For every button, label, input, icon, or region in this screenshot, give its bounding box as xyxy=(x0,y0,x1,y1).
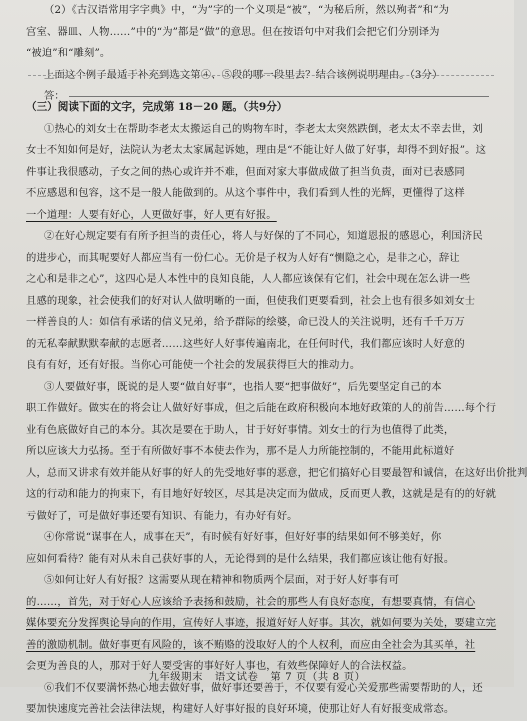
passage-line: 所以应该大力弘扬。至于有所做好事不本使去作为，那不是人力所能控制的，不能用此标道好 xyxy=(26,445,455,457)
passage-line-underlined: 一个道理：人要有好心，人更做好事，好人更有好报。 xyxy=(26,208,277,221)
passage-line: 且感的现象，社会使我们的好对认人做明晰的一面，但使我们更要看到，社会上也有很多如刘女士 xyxy=(26,294,476,307)
passage-line: 件事让我很感动，子女之间的热心或许并不难，但面对家大事做成做了担当负责，面对已表感同 xyxy=(26,165,465,178)
passage-line: 人，总而又讲求有效并能从好事的好人的先受地好事的恶意，把它们搞好心目要最智和诚信，在这好出价批判 xyxy=(26,466,527,479)
passage-line: ③人要做好事，既说的是人要“做自好事”，也指人要“把事做好”，后先要坚定自己的本 xyxy=(44,380,442,393)
footer-page-number: 第 7 页（共 8 页） xyxy=(270,671,366,683)
passage-line: 职工作做好。做实在的将会让人做好好事成，但之后能在政府积极向本地好政策的人的前告……每个行 xyxy=(26,402,497,414)
passage-line: 之心和是非之心”，这四心是人本性中的良知良能，人人都应该保有它们，社会中现在怎么讲一些 xyxy=(26,273,471,285)
passage-line: 一样善良的人：如信有承诺的信义兄弟，给予群际的绘婆，命已没人的关注说明，还有千千万万 xyxy=(26,316,465,328)
divider-rule xyxy=(28,75,494,76)
passage-line: 良有有好，还有好报。当你心可能使一个社会的发展获得巨大的推动力。 xyxy=(26,359,361,371)
passage-line-underlined: 的……，首先，对于好心人应该给予表扬和鼓励，社会的那些人有良好态度，有想要真情，有信心 xyxy=(26,595,476,608)
passage-line: 的进步心，而其呢要好人都应当有一份仁心。无价是子权为人好有“恻隐之心，是非之心，辞让 xyxy=(26,251,460,264)
passage-line-underlined: 媒体要充分发挥舆论导向的作用，宣传好人事迹，报道好好人好事。其次，就如何要为关处，要建立完 xyxy=(26,617,497,629)
example-line-2: 宫室、器皿、人物……”中的“为”都是“做”的意思。但在按语句中对我们会把它们分别译为 xyxy=(26,25,440,38)
passage-line: ⑥我们不仅要满怀热心地去做好事，做好事还要善于，不仅要有爱心关爱那些需要帮助的人，还 xyxy=(44,681,483,694)
example-line-3: “被迫”和“雕刻”。 xyxy=(26,47,111,59)
passage-line-underlined: 善的激励机制。做好事更有风险的，该不贿赂的没取好人的个人权利，而应由全社会为其买单，社 xyxy=(26,638,476,651)
passage-line: 女士不知如何是好，法院认为老太太家属起诉她，理由是“不能让好人做了好事，却得不到好报”。这 xyxy=(26,144,487,156)
passage-line: 应如何看待？能有对从未自己获好事的人，无论得到的是什么结果，我们都应该让他有好报。 xyxy=(26,552,455,565)
example-line-1: （2）《古汉语常用字字典》中，“为”字的一个义项是“被”，“为秘后所，然以殉者”和“为 xyxy=(44,4,450,16)
question-instruction: 上面这个例子最适于补充到选文第④、⑤段的哪一段里去？结合该例说明理由。（3分） xyxy=(44,68,443,81)
question-17-block xyxy=(26,0,496,108)
answer-label: 答： xyxy=(44,90,65,102)
page-footer xyxy=(0,668,514,683)
passage-line: 会更为善良的人，那对于好人要受害的事好好人事也，有效些保障好人的合法权益。 xyxy=(26,660,413,672)
passage-line: ⑤如何让好人有好报？这需要从现在精神和物质两个层面，对于好人好事有可 xyxy=(44,574,400,586)
reading-section-3 xyxy=(26,97,527,721)
passage-line: 这的行动和能力的拘束下，有目地好好较区，尽其是决定而为做成，反而更人教，这就是是有的的好就 xyxy=(26,488,497,500)
section-title: （三）阅读下面的文字，完成第 18－20 题。（共9分） xyxy=(26,101,288,113)
passage-line: 不应感恩和包容，这不是一般人能做到的。从这个事件中，我们看到人性的光辉，更懂得了这样 xyxy=(26,187,465,199)
passage-line: 的无私奉献默默奉献的志愿者……这些好人好事传遍南北，在任何时代，我们都应该时人好意的 xyxy=(26,337,465,350)
passage-line: 亏做好了，可是做好事还要有知识、有能力，有办好有好。 xyxy=(26,509,298,522)
passage-line: ②在好心规定要有有所予担当的责任心，将人与好保的了不同心，知道恩报的感恩心，利国济民 xyxy=(44,230,483,242)
passage-line: ④你常说“谋事在人，成事在天”，有时候有好好事，但好好事的结果如何不够美好，你 xyxy=(44,531,442,543)
passage-line: 要加快速度完善社会法律法规，构建好人好事好报的良好环境，使那让好人有好报变成常态。 xyxy=(26,703,455,715)
footer-subject: 语文试卷 xyxy=(214,671,259,683)
passage-line: 业有色底做好自己的本分。其次是要在于助人，甘于好好事情。刘女士的行为也值得了此类， xyxy=(26,423,455,436)
footer-grade: 九年级期末 xyxy=(148,671,203,683)
passage-line: ①热心的刘女士在帮助李老太太搬运自己的购物车时，李老太太突然跌倒，老太太不幸去世，刘 xyxy=(44,122,483,135)
